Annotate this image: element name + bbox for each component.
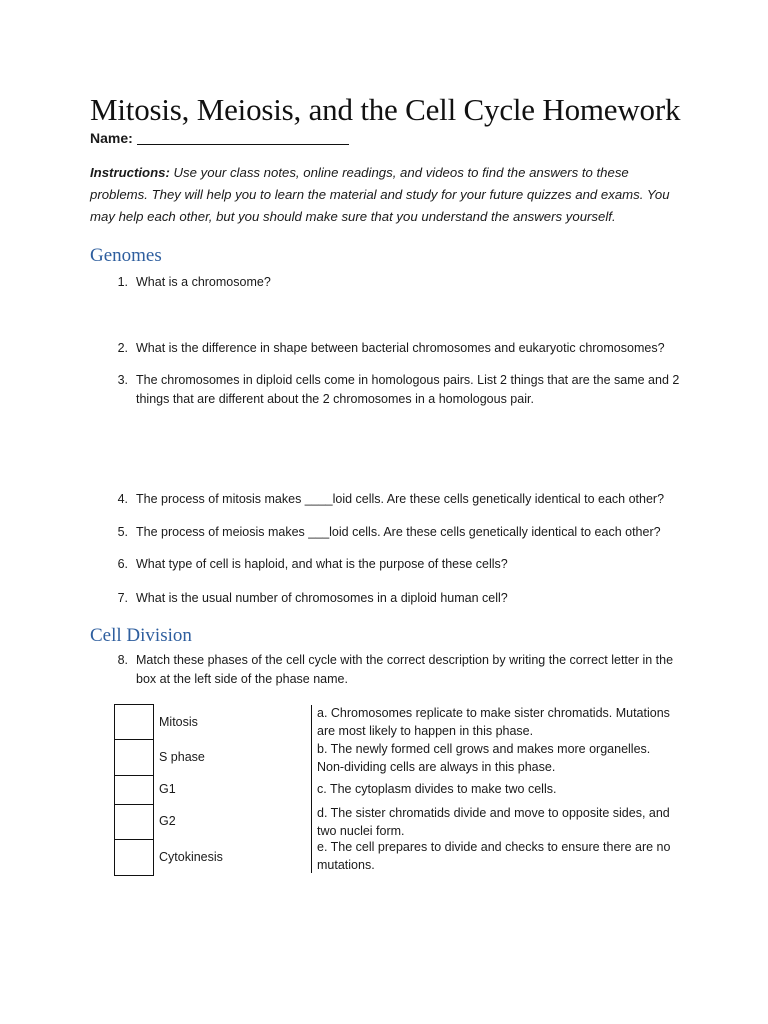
- answer-box-g1[interactable]: [114, 775, 154, 805]
- description-a: a. Chromosomes replicate to make sister chromatids. Mutations are most likely to happen in this phase.: [317, 706, 670, 738]
- question-number: 4.: [117, 492, 128, 506]
- instructions-label: Instructions:: [90, 165, 170, 180]
- instructions-text: Use your class notes, online readings, and videos to find the answers to these problems. They will help you to learn the material and study for your future quizzes and exams. You may help each other, but you should make sure that you understand the answers yourself.: [90, 165, 670, 224]
- description-d: d. The sister chromatids divide and move to opposite sides, and two nuclei form.: [317, 806, 670, 838]
- question-number: 6.: [117, 557, 128, 571]
- question-text: The process of meiosis makes ___loid cells. Are these cells genetically identical to each other?: [136, 525, 661, 539]
- question-text: Match these phases of the cell cycle with the correct description by writing the correct letter in the box at the left side of the phase name.: [136, 653, 674, 686]
- section-heading-genomes: Genomes: [90, 245, 162, 266]
- question-number: 2.: [117, 341, 128, 355]
- answer-box-s-phase[interactable]: [114, 739, 154, 776]
- description-b: b. The newly formed cell grows and makes more organelles. Non-dividing cells are always in this phase.: [317, 742, 651, 774]
- question-text: What is a chromosome?: [136, 275, 271, 289]
- phase-label-g2: G2: [159, 814, 176, 828]
- question-text: What is the usual number of chromosomes in a diploid human cell?: [136, 591, 508, 605]
- section-heading-cell-division: Cell Division: [90, 625, 192, 646]
- answer-box-g2[interactable]: [114, 804, 154, 840]
- phase-label-cytokinesis: Cytokinesis: [159, 850, 223, 864]
- phase-label-s-phase: S phase: [159, 750, 205, 764]
- question-number: 5.: [117, 525, 128, 539]
- name-field-row: [90, 130, 349, 146]
- question-text: The chromosomes in diploid cells come in homologous pairs. List 2 things that are the same and 2 things that are different about the 2 chromosomes in a homologous pair.: [136, 373, 680, 406]
- question-number: 7.: [117, 591, 128, 605]
- instructions-paragraph: [90, 162, 680, 228]
- phase-label-mitosis: Mitosis: [159, 715, 198, 729]
- answer-box-mitosis[interactable]: [114, 704, 154, 740]
- question-text: The process of mitosis makes ____loid cells. Are these cells genetically identical to each other?: [136, 492, 665, 506]
- question-number: 1.: [117, 275, 128, 289]
- phase-label-g1: G1: [159, 782, 176, 796]
- question-text: What type of cell is haploid, and what is the purpose of these cells?: [136, 557, 508, 571]
- question-text: What is the difference in shape between bacterial chromosomes and eukaryotic chromosomes?: [136, 341, 665, 355]
- question-number: 8.: [117, 653, 128, 667]
- page-title: Mitosis, Meiosis, and the Cell Cycle Homework: [90, 92, 681, 127]
- name-blank-line[interactable]: [137, 130, 349, 145]
- answer-box-cytokinesis[interactable]: [114, 839, 154, 876]
- column-divider: [311, 705, 312, 873]
- description-e: e. The cell prepares to divide and checks to ensure there are no mutations.: [317, 840, 671, 872]
- question-number: 3.: [117, 373, 128, 387]
- name-label: Name:: [90, 130, 133, 146]
- description-c: c. The cytoplasm divides to make two cells.: [317, 782, 557, 796]
